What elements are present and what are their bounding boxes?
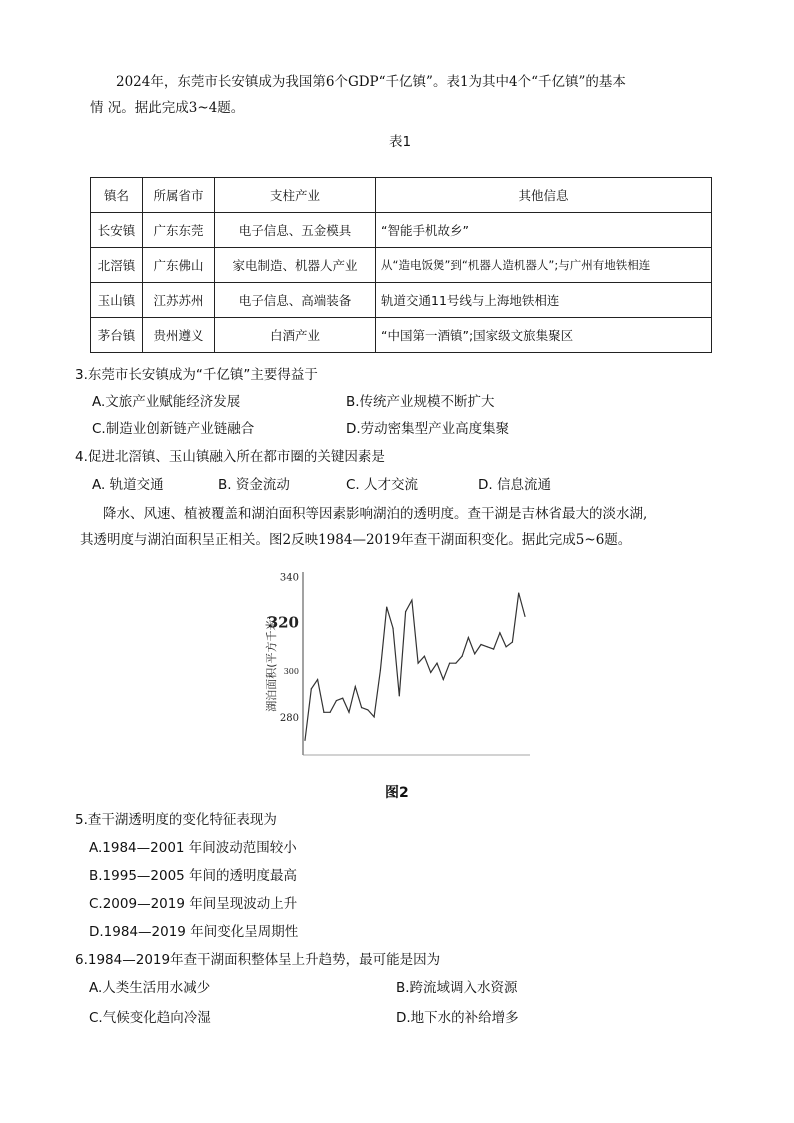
table-cell: 长安镇 [91,213,143,248]
table-cell: 广东东莞 [143,213,215,248]
data-point [418,663,419,664]
q6-option-b: B.跨流域调入水资源 [396,980,518,996]
q5-option-c: C.2009—2019 年间呈现波动上升 [89,896,298,912]
q4-option-a: A. 轨道交通 [92,477,164,493]
data-point [311,688,312,689]
q6-option-c: C.气候变化趋向冷湿 [89,1010,211,1026]
data-point [474,653,475,654]
data-point [443,679,444,680]
data-point [436,663,437,664]
q5-option-a: A.1984—2001 年间波动范围较小 [89,840,297,856]
data-point [424,656,425,657]
header-cell: 其他信息 [376,178,712,213]
table-cell: 北滘镇 [91,248,143,283]
table-row [91,248,712,283]
data-point [499,632,500,633]
q5-option-d: D.1984—2019 年间变化呈周期性 [89,924,299,940]
y-tick-label: 320 [267,613,299,632]
header-cell: 所属省市 [143,178,215,213]
data-point [449,663,450,664]
data-point [430,672,431,673]
table-cell: 茅台镇 [91,318,143,353]
data-point [386,606,387,607]
q6-stem: 6.1984—2019年查干湖面积整体呈上升趋势，最可能是因为 [75,952,441,968]
q4-stem: 4.促进北滘镇、玉山镇融入所在都市圈的关键因素是 [75,449,385,465]
q6-option-d: D.地下水的补给增多 [396,1010,519,1026]
data-point [462,656,463,657]
lake-area-series-line [305,593,525,740]
data-point [493,649,494,650]
table-cell: 江苏苏州 [143,283,215,318]
table-row [91,283,712,318]
q3-option-b: B.传统产业规模不断扩大 [346,394,495,410]
data-point [487,646,488,647]
table-cell: 轨道交通11号线与上海地铁相连 [376,283,712,318]
header-cell: 支柱产业 [215,178,376,213]
q4-option-d: D. 信息流通 [478,477,551,493]
data-point [374,716,375,717]
data-point [506,646,507,647]
table-cell: “中国第一酒镇”;国家级文旅集聚区 [376,318,712,353]
data-point [336,700,337,701]
data-point [355,686,356,687]
table-cell: 广东佛山 [143,248,215,283]
table-row [91,318,712,353]
data-point [468,637,469,638]
data-point [524,616,525,617]
data-point [380,670,381,671]
table-cell: 家电制造、机器人产业 [215,248,376,283]
data-point [399,695,400,696]
data-point [480,644,481,645]
data-point [512,642,513,643]
q5-option-b: B.1995—2005 年间的透明度最高 [89,868,298,884]
table-header-row [91,178,712,213]
header-cell: 镇名 [91,178,143,213]
intro2-line2: 其透明度与湖泊面积呈正相关。图2反映1984—2019年查干湖面积变化。据此完成5~6题。 [80,532,632,548]
data-point [323,712,324,713]
table-cell: 电子信息、五金模具 [215,213,376,248]
q3-stem: 3.东莞市长安镇成为“千亿镇”主要得益于 [75,367,318,383]
table-cell: “智能手机故乡” [376,213,712,248]
chart-title: 图2 [385,785,409,801]
data-point [330,712,331,713]
table-cell: 从“造电饭煲”到“机器人造机器人”;与广州有地铁相连 [376,248,712,283]
intro1-line1: 2024年，东莞市长安镇成为我国第6个GDP“千亿镇”。表1为其中4个“千亿镇”的基本 [116,74,626,90]
data-point [455,663,456,664]
q3-option-d: D.劳动密集型产业高度集聚 [346,421,510,437]
data-point [518,592,519,593]
data-point [405,611,406,612]
q5-stem: 5.查干湖透明度的变化特征表现为 [75,812,277,828]
q4-option-c: C. 人才交流 [346,477,419,493]
q3-option-a: A.文旅产业赋能经济发展 [92,394,241,410]
data-point [411,599,412,600]
data-point [317,679,318,680]
y-tick-label: 280 [279,712,299,724]
y-tick-label: 300 [283,667,299,677]
table-cell: 玉山镇 [91,283,143,318]
q6-option-a: A.人类生活用水减少 [89,980,211,996]
intro2-line1: 降水、风速、植被覆盖和湖泊面积等因素影响湖泊的透明度。查干湖是吉林省最大的淡水湖, [103,506,648,522]
data-point [304,740,305,741]
table-cell: 白酒产业 [215,318,376,353]
data-point [361,707,362,708]
data-point [342,698,343,699]
y-axis-label: 湖泊面积(平方千米) [265,615,278,712]
data-point [392,628,393,629]
y-tick-label: 340 [279,572,299,584]
q4-option-b: B. 资金流动 [218,477,290,493]
table1 [90,177,712,353]
table-cell: 电子信息、高端装备 [215,283,376,318]
table-cell: 贵州遵义 [143,318,215,353]
table-row [91,213,712,248]
data-point [348,712,349,713]
table1-title: 表1 [389,134,412,150]
intro1-line2: 情 况。据此完成3~4题。 [90,100,245,116]
data-point [367,709,368,710]
q3-option-c: C.制造业创新链产业链融合 [92,421,255,437]
lake-area-chart [260,560,540,775]
